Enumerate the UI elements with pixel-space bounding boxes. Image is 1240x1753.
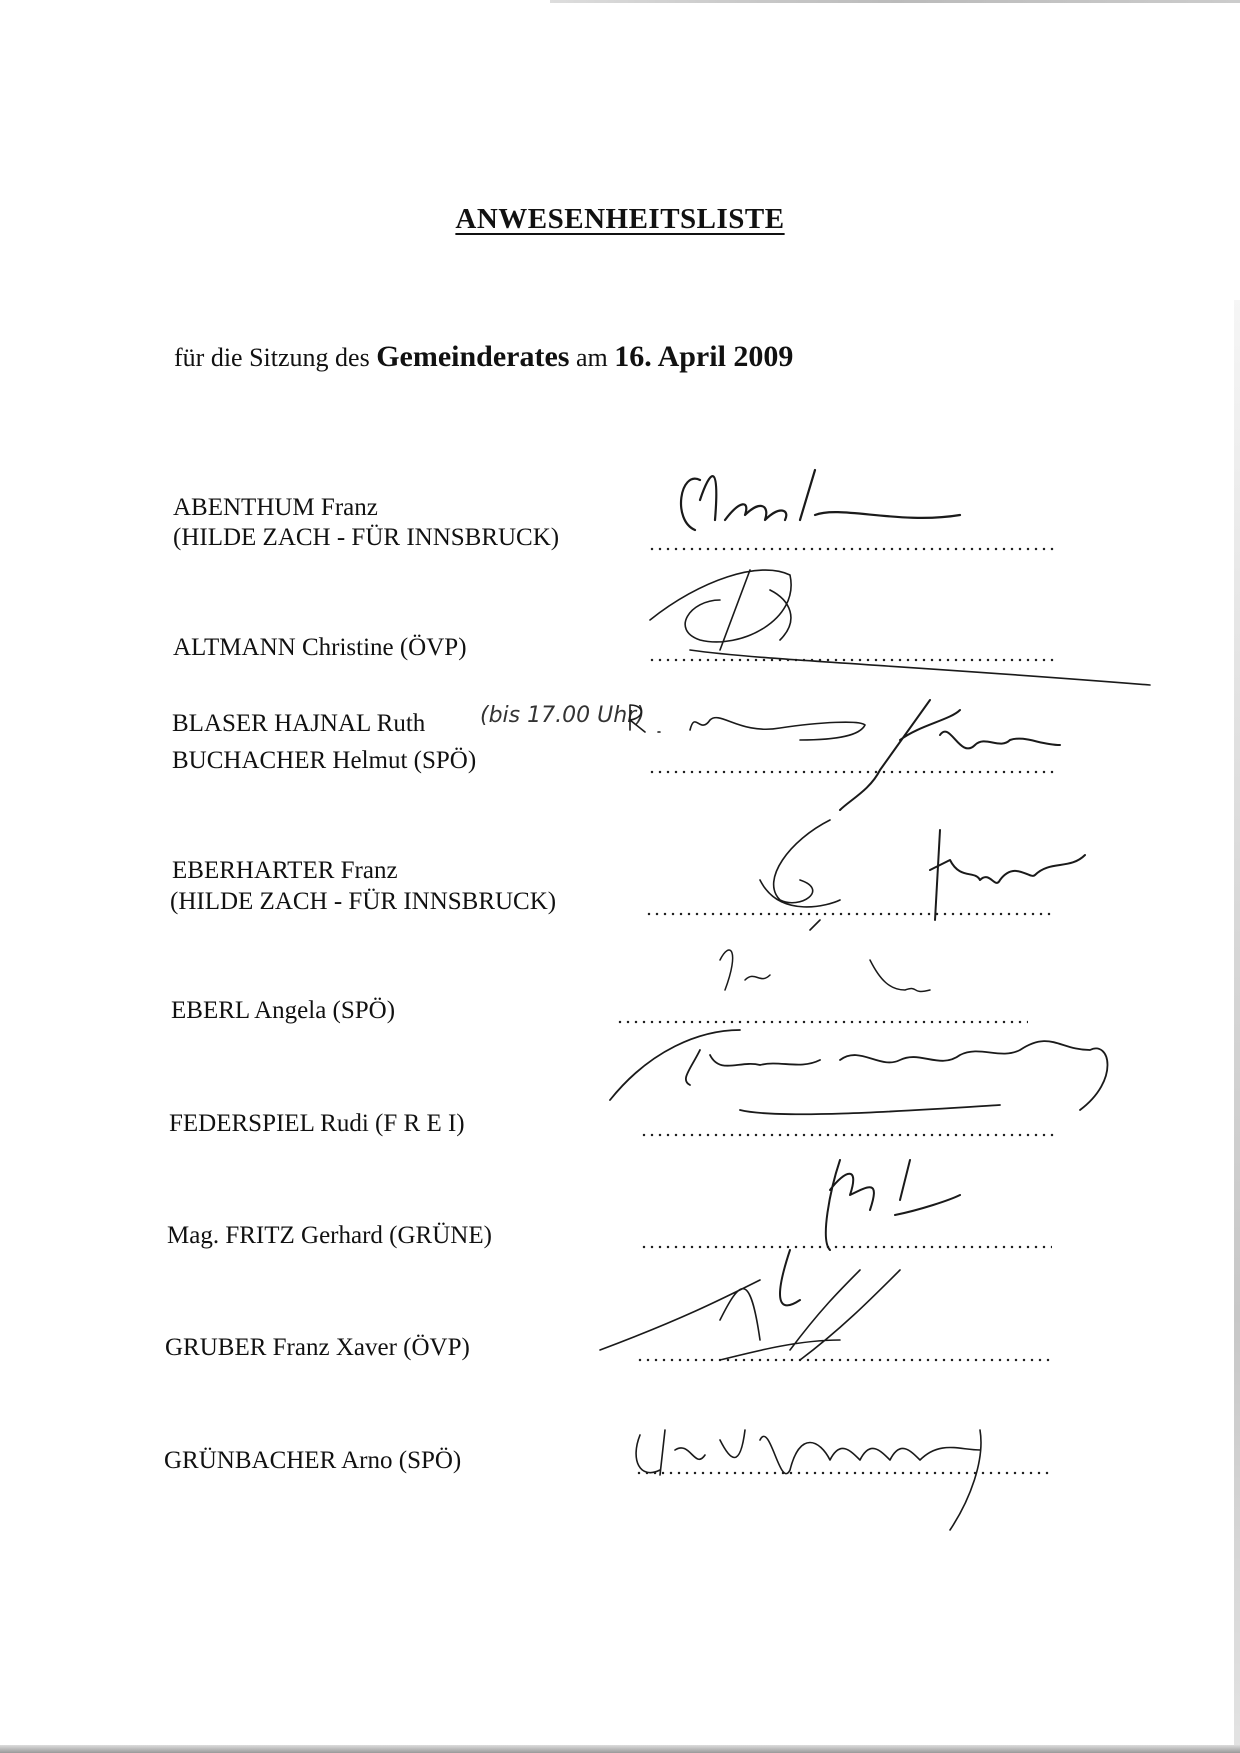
entry-group: (HILDE ZACH - FÜR INNSBRUCK): [170, 888, 557, 915]
signature-line: [616, 1020, 1028, 1024]
entry-name: ABENTHUM Franz: [173, 494, 378, 521]
signature-line: [648, 547, 1058, 551]
signature-abenthum: [681, 470, 960, 530]
signature-federspiel: [610, 1030, 1108, 1114]
entry-name: GRÜNBACHER Arno (SPÖ): [164, 1447, 462, 1474]
scan-edge-top: [550, 0, 1240, 3]
signature-blaser: [630, 705, 865, 740]
entry-name: EBERL Angela (SPÖ): [171, 997, 396, 1024]
signature-eberl: [720, 950, 930, 991]
signature-line: [640, 1245, 1052, 1249]
entry-name: ALTMANN Christine (ÖVP): [173, 634, 467, 661]
subtitle-middle: am: [575, 343, 608, 372]
signature-buchacher: [840, 700, 1060, 810]
entry-name: BLASER HAJNAL Ruth: [172, 710, 426, 737]
signature-eberharter-2: [930, 830, 1085, 920]
entry-name: EBERHARTER Franz: [172, 857, 398, 884]
signature-altmann: [650, 570, 1150, 685]
document-title: ANWESENHEITSLISTE: [455, 203, 785, 235]
signature-line: [645, 912, 1055, 916]
signature-line: [648, 658, 1058, 662]
subtitle-prefix: für die Sitzung des: [174, 343, 370, 372]
entry-name: BUCHACHER Helmut (SPÖ): [172, 747, 477, 774]
entry-name: GRUBER Franz Xaver (ÖVP): [165, 1334, 470, 1361]
subtitle-body: Gemeinderates: [376, 340, 570, 373]
subtitle-date: 16. April 2009: [614, 340, 794, 373]
scan-edge-right: [1234, 300, 1240, 1750]
entry-group: (HILDE ZACH - FÜR INNSBRUCK): [173, 524, 560, 551]
signature-gruber: [600, 1270, 900, 1360]
entry-name: FEDERSPIEL Rudi (F R E I): [169, 1110, 465, 1137]
session-subtitle: [174, 340, 793, 374]
handwritten-note: (bis 17.00 Uhr): [480, 703, 645, 728]
signature-line: [636, 1358, 1052, 1362]
signature-line: [635, 1471, 1052, 1475]
signature-gruenbacher: [636, 1430, 981, 1530]
signature-line: [640, 1133, 1054, 1137]
signature-line: [648, 770, 1058, 774]
scan-edge-bottom: [0, 1745, 1240, 1753]
signature-fritz: [780, 1160, 960, 1305]
entry-name: Mag. FRITZ Gerhard (GRÜNE): [167, 1222, 492, 1249]
